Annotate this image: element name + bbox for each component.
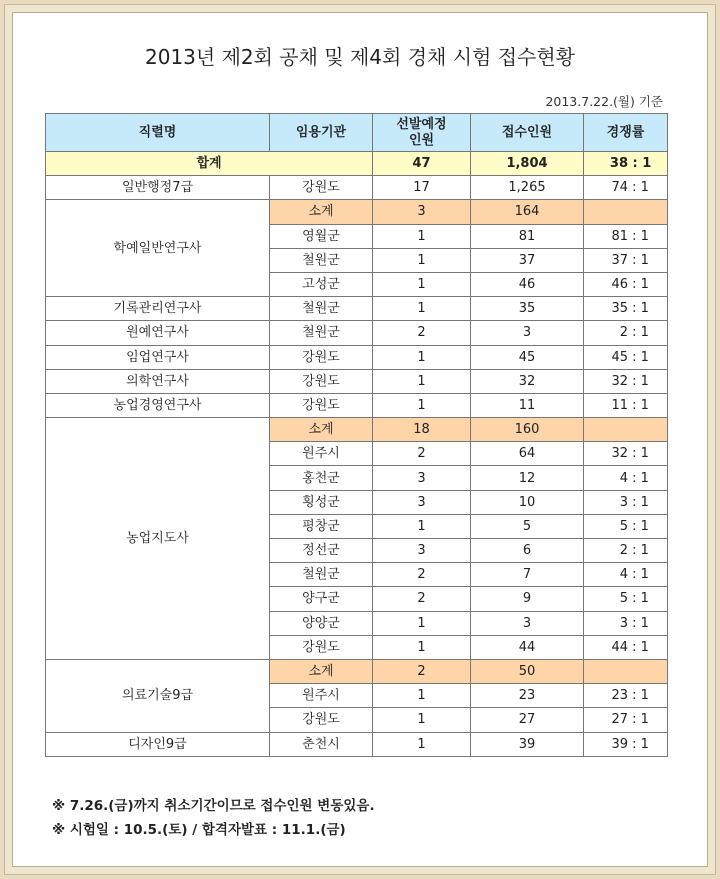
agency-cell: 강원도 bbox=[270, 635, 373, 659]
ratio-cell bbox=[584, 563, 668, 587]
category-cell: 기록관리연구사 bbox=[46, 297, 270, 321]
ratio-cell bbox=[584, 514, 668, 538]
applicants-cell: 3 bbox=[471, 611, 584, 635]
table-row bbox=[46, 297, 668, 321]
basis-date: 2013.7.22.(월) 기준 bbox=[545, 94, 663, 109]
ratio-suffix: : 1 bbox=[632, 494, 649, 510]
note-cancellation: ※ 7.26.(금)까지 취소기간이므로 접수인원 변동있음. bbox=[52, 798, 375, 814]
category-cell: 원예연구사 bbox=[46, 321, 270, 345]
ratio-suffix: : 1 bbox=[632, 277, 649, 293]
agency-cell: 강원도 bbox=[270, 345, 373, 369]
ratio-suffix: : 1 bbox=[632, 180, 649, 196]
subtotal-row bbox=[46, 659, 668, 683]
table-row bbox=[46, 176, 668, 200]
planned-cell: 2 bbox=[373, 321, 471, 345]
applicants-cell: 5 bbox=[471, 514, 584, 538]
agency-cell: 강원도 bbox=[270, 708, 373, 732]
ratio-suffix: : 1 bbox=[632, 349, 649, 365]
table-row bbox=[46, 369, 668, 393]
applicants-cell: 45 bbox=[471, 345, 584, 369]
applicants-cell: 50 bbox=[471, 659, 584, 683]
table-row bbox=[46, 732, 668, 756]
ratio-suffix: : 1 bbox=[632, 543, 649, 559]
total-applicants: 1,804 bbox=[471, 152, 584, 176]
agency-cell: 정선군 bbox=[270, 539, 373, 563]
ratio-suffix: : 1 bbox=[632, 567, 649, 583]
ratio-value: 81 bbox=[611, 228, 628, 244]
planned-cell: 2 bbox=[373, 563, 471, 587]
ratio-cell bbox=[584, 321, 668, 345]
planned-cell: 3 bbox=[373, 200, 471, 224]
ratio-value: 39 bbox=[611, 736, 628, 752]
ratio-suffix: : 1 bbox=[632, 446, 649, 462]
agency-cell: 원주시 bbox=[270, 684, 373, 708]
page-title: 2013년 제2회 공채 및 제4회 경채 시험 접수현황 bbox=[145, 45, 575, 69]
category-cell: 디자인9급 bbox=[46, 732, 270, 756]
ratio-suffix: : 1 bbox=[632, 325, 649, 341]
ratio-suffix: : 1 bbox=[632, 712, 649, 728]
agency-cell: 소계 bbox=[270, 418, 373, 442]
ratio-suffix: : 1 bbox=[632, 252, 649, 268]
agency-cell: 소계 bbox=[270, 200, 373, 224]
planned-cell: 1 bbox=[373, 635, 471, 659]
table-row bbox=[46, 321, 668, 345]
ratio-suffix: : 1 bbox=[632, 688, 649, 704]
planned-cell: 1 bbox=[373, 369, 471, 393]
subtotal-row bbox=[46, 418, 668, 442]
applicants-cell: 3 bbox=[471, 321, 584, 345]
ratio-cell bbox=[584, 611, 668, 635]
planned-cell: 1 bbox=[373, 272, 471, 296]
header-planned bbox=[373, 114, 471, 152]
planned-cell: 1 bbox=[373, 224, 471, 248]
ratio-cell bbox=[584, 345, 668, 369]
ratio-cell bbox=[584, 708, 668, 732]
note-exam-schedule: ※ 시험일 : 10.5.(토) / 합격자발표 : 11.1.(금) bbox=[52, 822, 346, 838]
ratio-value: 4 bbox=[619, 470, 628, 486]
ratio-cell bbox=[584, 466, 668, 490]
planned-cell: 3 bbox=[373, 466, 471, 490]
ratio-cell bbox=[584, 635, 668, 659]
ratio-value: 5 bbox=[619, 591, 628, 607]
planned-cell: 2 bbox=[373, 442, 471, 466]
planned-cell: 1 bbox=[373, 393, 471, 417]
ratio-value: 3 bbox=[619, 615, 628, 631]
ratio-cell bbox=[584, 418, 668, 442]
header-planned-line2: 인원 bbox=[408, 132, 435, 148]
table-header-row bbox=[46, 114, 668, 152]
applicants-cell: 164 bbox=[471, 200, 584, 224]
agency-cell: 철원군 bbox=[270, 297, 373, 321]
ratio-value: 23 bbox=[611, 688, 628, 704]
category-cell: 일반행정7급 bbox=[46, 176, 270, 200]
ratio-suffix: : 1 bbox=[632, 615, 649, 631]
ratio-suffix: : 1 bbox=[632, 518, 649, 534]
applicants-cell: 37 bbox=[471, 248, 584, 272]
agency-cell: 철원군 bbox=[270, 563, 373, 587]
agency-cell: 철원군 bbox=[270, 321, 373, 345]
applicants-cell: 9 bbox=[471, 587, 584, 611]
applicants-cell: 64 bbox=[471, 442, 584, 466]
ratio-cell bbox=[584, 684, 668, 708]
ratio-value: 2 bbox=[619, 543, 628, 559]
agency-cell: 철원군 bbox=[270, 248, 373, 272]
agency-cell: 고성군 bbox=[270, 272, 373, 296]
ratio-value: 32 bbox=[611, 446, 628, 462]
category-cell: 임업연구사 bbox=[46, 345, 270, 369]
applicants-cell: 6 bbox=[471, 539, 584, 563]
applicants-cell: 32 bbox=[471, 369, 584, 393]
agency-cell: 영월군 bbox=[270, 224, 373, 248]
ratio-cell bbox=[584, 248, 668, 272]
header-category: 직렬명 bbox=[46, 114, 270, 152]
agency-cell: 강원도 bbox=[270, 393, 373, 417]
ratio-suffix: : 1 bbox=[632, 736, 649, 752]
ratio-value: 37 bbox=[611, 252, 628, 268]
subtotal-row bbox=[46, 200, 668, 224]
ratio-value: 2 bbox=[619, 325, 628, 341]
ratio-value: 3 bbox=[619, 494, 628, 510]
category-cell: 의료기술9급 bbox=[46, 659, 270, 732]
ratio-cell bbox=[584, 176, 668, 200]
ratio-cell bbox=[584, 539, 668, 563]
agency-cell: 횡성군 bbox=[270, 490, 373, 514]
application-status-table bbox=[45, 113, 668, 757]
agency-cell: 소계 bbox=[270, 659, 373, 683]
table-row bbox=[46, 393, 668, 417]
ratio-value: 11 bbox=[611, 397, 628, 413]
ratio-value: 45 bbox=[611, 349, 628, 365]
ratio-suffix: : 1 bbox=[632, 373, 649, 389]
ratio-value: 4 bbox=[619, 567, 628, 583]
ratio-value: 74 bbox=[611, 180, 628, 196]
applicants-cell: 46 bbox=[471, 272, 584, 296]
applicants-cell: 81 bbox=[471, 224, 584, 248]
planned-cell: 2 bbox=[373, 587, 471, 611]
planned-cell: 1 bbox=[373, 732, 471, 756]
notes bbox=[52, 794, 375, 842]
applicants-cell: 44 bbox=[471, 635, 584, 659]
ratio-cell bbox=[584, 732, 668, 756]
planned-cell: 3 bbox=[373, 539, 471, 563]
applicants-cell: 35 bbox=[471, 297, 584, 321]
ratio-value: 32 bbox=[611, 373, 628, 389]
planned-cell: 1 bbox=[373, 514, 471, 538]
ratio-suffix: : 1 bbox=[632, 301, 649, 317]
total-ratio-value: 38 bbox=[609, 156, 628, 172]
category-cell: 학예일반연구사 bbox=[46, 200, 270, 297]
ratio-cell bbox=[584, 369, 668, 393]
total-ratio-suffix: : 1 bbox=[632, 156, 652, 172]
ratio-suffix: : 1 bbox=[632, 470, 649, 486]
ratio-value: 46 bbox=[611, 277, 628, 293]
planned-cell: 18 bbox=[373, 418, 471, 442]
ratio-cell bbox=[584, 659, 668, 683]
category-cell: 농업지도사 bbox=[46, 418, 270, 660]
header-agency: 임용기관 bbox=[270, 114, 373, 152]
applicants-cell: 12 bbox=[471, 466, 584, 490]
planned-cell: 1 bbox=[373, 684, 471, 708]
planned-cell: 2 bbox=[373, 659, 471, 683]
ratio-value: 27 bbox=[611, 712, 628, 728]
ratio-suffix: : 1 bbox=[632, 397, 649, 413]
agency-cell: 강원도 bbox=[270, 369, 373, 393]
planned-cell: 1 bbox=[373, 345, 471, 369]
category-cell: 의학연구사 bbox=[46, 369, 270, 393]
ratio-cell bbox=[584, 224, 668, 248]
ratio-cell bbox=[584, 297, 668, 321]
applicants-cell: 39 bbox=[471, 732, 584, 756]
total-row bbox=[46, 152, 668, 176]
applicants-cell: 160 bbox=[471, 418, 584, 442]
total-planned: 47 bbox=[373, 152, 471, 176]
ratio-suffix: : 1 bbox=[632, 228, 649, 244]
planned-cell: 1 bbox=[373, 708, 471, 732]
agency-cell: 홍천군 bbox=[270, 466, 373, 490]
ratio-cell bbox=[584, 272, 668, 296]
header-planned-line1: 선발예정 bbox=[396, 116, 447, 132]
ratio-value: 44 bbox=[611, 639, 628, 655]
applicants-cell: 7 bbox=[471, 563, 584, 587]
applicants-cell: 1,265 bbox=[471, 176, 584, 200]
applicants-cell: 10 bbox=[471, 490, 584, 514]
agency-cell: 양구군 bbox=[270, 587, 373, 611]
ratio-value: 5 bbox=[619, 518, 628, 534]
agency-cell: 춘천시 bbox=[270, 732, 373, 756]
agency-cell: 평창군 bbox=[270, 514, 373, 538]
ratio-suffix: : 1 bbox=[632, 639, 649, 655]
agency-cell: 원주시 bbox=[270, 442, 373, 466]
agency-cell: 강원도 bbox=[270, 176, 373, 200]
total-label: 합계 bbox=[46, 152, 373, 176]
category-cell: 농업경영연구사 bbox=[46, 393, 270, 417]
table-row bbox=[46, 345, 668, 369]
ratio-cell bbox=[584, 442, 668, 466]
ratio-value: 35 bbox=[611, 301, 628, 317]
ratio-cell bbox=[584, 393, 668, 417]
planned-cell: 3 bbox=[373, 490, 471, 514]
ratio-cell bbox=[584, 200, 668, 224]
header-applicants: 접수인원 bbox=[471, 114, 584, 152]
planned-cell: 17 bbox=[373, 176, 471, 200]
ratio-suffix: : 1 bbox=[632, 591, 649, 607]
planned-cell: 1 bbox=[373, 297, 471, 321]
ratio-cell bbox=[584, 490, 668, 514]
applicants-cell: 27 bbox=[471, 708, 584, 732]
header-competition: 경쟁률 bbox=[584, 114, 668, 152]
total-ratio bbox=[584, 152, 668, 176]
agency-cell: 양양군 bbox=[270, 611, 373, 635]
ratio-cell bbox=[584, 587, 668, 611]
applicants-cell: 11 bbox=[471, 393, 584, 417]
planned-cell: 1 bbox=[373, 611, 471, 635]
applicants-cell: 23 bbox=[471, 684, 584, 708]
planned-cell: 1 bbox=[373, 248, 471, 272]
